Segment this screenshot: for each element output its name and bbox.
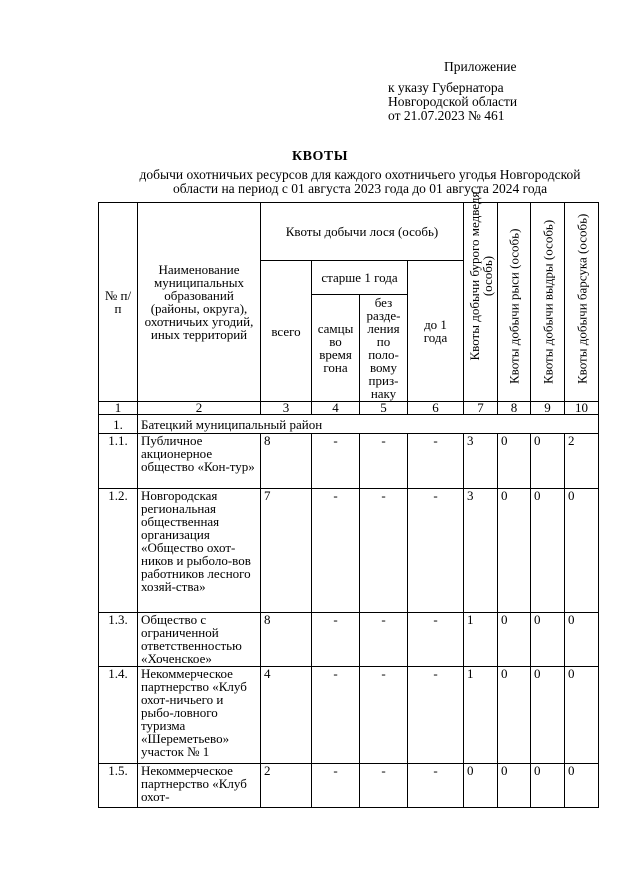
row-under: - <box>408 667 464 764</box>
table-row <box>99 764 599 808</box>
row-num: 1.2. <box>99 489 138 613</box>
row-otter: 0 <box>531 613 565 667</box>
row-nosplit: - <box>360 764 408 808</box>
row-lynx: 0 <box>498 613 531 667</box>
row-total: 8 <box>261 613 312 667</box>
district-row <box>99 415 599 434</box>
table-row <box>99 667 599 764</box>
appendix-line-1: к указу Губернатора <box>388 80 504 95</box>
row-bear: 1 <box>464 613 498 667</box>
row-badger: 0 <box>565 667 599 764</box>
row-name: Публичное акционерное общество «Кон-тур» <box>138 434 261 489</box>
table-row <box>99 434 599 489</box>
col-number: 10 <box>565 402 599 415</box>
row-badger: 0 <box>565 764 599 808</box>
row-badger: 2 <box>565 434 599 489</box>
row-nosplit: - <box>360 434 408 489</box>
col-number: 6 <box>408 402 464 415</box>
row-males: - <box>312 434 360 489</box>
row-name: Некоммерческое партнерство «Клуб охот-ничьего и рыбо-ловного туризма «Шереметьево» участок № 1 <box>138 667 261 764</box>
col-number: 8 <box>498 402 531 415</box>
col-number: 3 <box>261 402 312 415</box>
row-total: 2 <box>261 764 312 808</box>
header-under: до 1 года <box>408 261 464 402</box>
row-lynx: 0 <box>498 489 531 613</box>
row-males: - <box>312 764 360 808</box>
row-bear: 3 <box>464 434 498 489</box>
appendix-block <box>388 60 517 123</box>
header-older: старше 1 года <box>312 261 408 295</box>
row-name: Некоммерческое партнерство «Клуб охот- <box>138 764 261 808</box>
quota-table <box>98 191 599 808</box>
row-nosplit: - <box>360 489 408 613</box>
appendix-line-3: от 21.07.2023 № 461 <box>388 108 505 123</box>
row-name: Новгородская региональная общественная организация «Общество охот-ников и рыболо-вов работников лесного хозяй-ства» <box>138 489 261 613</box>
header-num: № п/п <box>99 203 138 402</box>
row-total: 7 <box>261 489 312 613</box>
row-nosplit: - <box>360 613 408 667</box>
col-number: 1 <box>99 402 138 415</box>
row-num: 1.3. <box>99 613 138 667</box>
row-lynx: 0 <box>498 764 531 808</box>
row-total: 8 <box>261 434 312 489</box>
subtitle-line-2: области на период с 01 августа 2023 года до 01 августа 2024 года <box>172 181 548 196</box>
row-under: - <box>408 764 464 808</box>
row-badger: 0 <box>565 613 599 667</box>
col-number: 7 <box>464 402 498 415</box>
table-row <box>99 489 599 613</box>
row-otter: 0 <box>531 489 565 613</box>
row-bear: 3 <box>464 489 498 613</box>
row-otter: 0 <box>531 764 565 808</box>
row-under: - <box>408 434 464 489</box>
row-badger: 0 <box>565 489 599 613</box>
row-num: 1.4. <box>99 667 138 764</box>
header-badger: Квоты добычи барсука (особь) <box>565 203 599 402</box>
col-number: 9 <box>531 402 565 415</box>
header-males-rut: самцы во время гона <box>312 295 360 402</box>
row-nosplit: - <box>360 667 408 764</box>
header-otter: Квоты добычи выдры (особь) <box>531 203 565 402</box>
row-under: - <box>408 613 464 667</box>
header-moose: Квоты добычи лося (особь) <box>261 203 464 261</box>
district-num: 1. <box>99 415 138 434</box>
col-number: 2 <box>138 402 261 415</box>
row-total: 4 <box>261 667 312 764</box>
column-numbers-row <box>99 402 599 415</box>
appendix-line-2: Новгородской области <box>388 94 518 109</box>
subtitle-line-1: добычи охотничьих ресурсов для каждого охотничьего угодья Новгородской <box>139 167 581 182</box>
row-otter: 0 <box>531 434 565 489</box>
row-otter: 0 <box>531 667 565 764</box>
district-name: Батецкий муниципальный район <box>138 415 599 434</box>
col-number: 4 <box>312 402 360 415</box>
col-number: 5 <box>360 402 408 415</box>
row-bear: 0 <box>464 764 498 808</box>
row-lynx: 0 <box>498 667 531 764</box>
row-name: Общество с ограниченной ответственностью «Хоченское» <box>138 613 261 667</box>
row-males: - <box>312 667 360 764</box>
header-name: Наименование муниципальных образований (районы, округа), охотничьих угодий, иных территорий <box>138 203 261 402</box>
header-no-sex-split: без разде-ления по поло-вому приз-наку <box>360 295 408 402</box>
table-row <box>99 613 599 667</box>
row-males: - <box>312 489 360 613</box>
document-title: КВОТЫ <box>292 149 348 164</box>
appendix-label: Приложение <box>444 59 517 74</box>
header-bear: Квоты добычи бурого медведя (особь) <box>464 203 498 402</box>
row-num: 1.5. <box>99 764 138 808</box>
row-lynx: 0 <box>498 434 531 489</box>
header-lynx: Квоты добычи рыси (особь) <box>498 203 531 402</box>
document-subtitle <box>100 168 620 196</box>
row-num: 1.1. <box>99 434 138 489</box>
header-total: всего <box>261 261 312 402</box>
row-bear: 1 <box>464 667 498 764</box>
row-under: - <box>408 489 464 613</box>
row-males: - <box>312 613 360 667</box>
